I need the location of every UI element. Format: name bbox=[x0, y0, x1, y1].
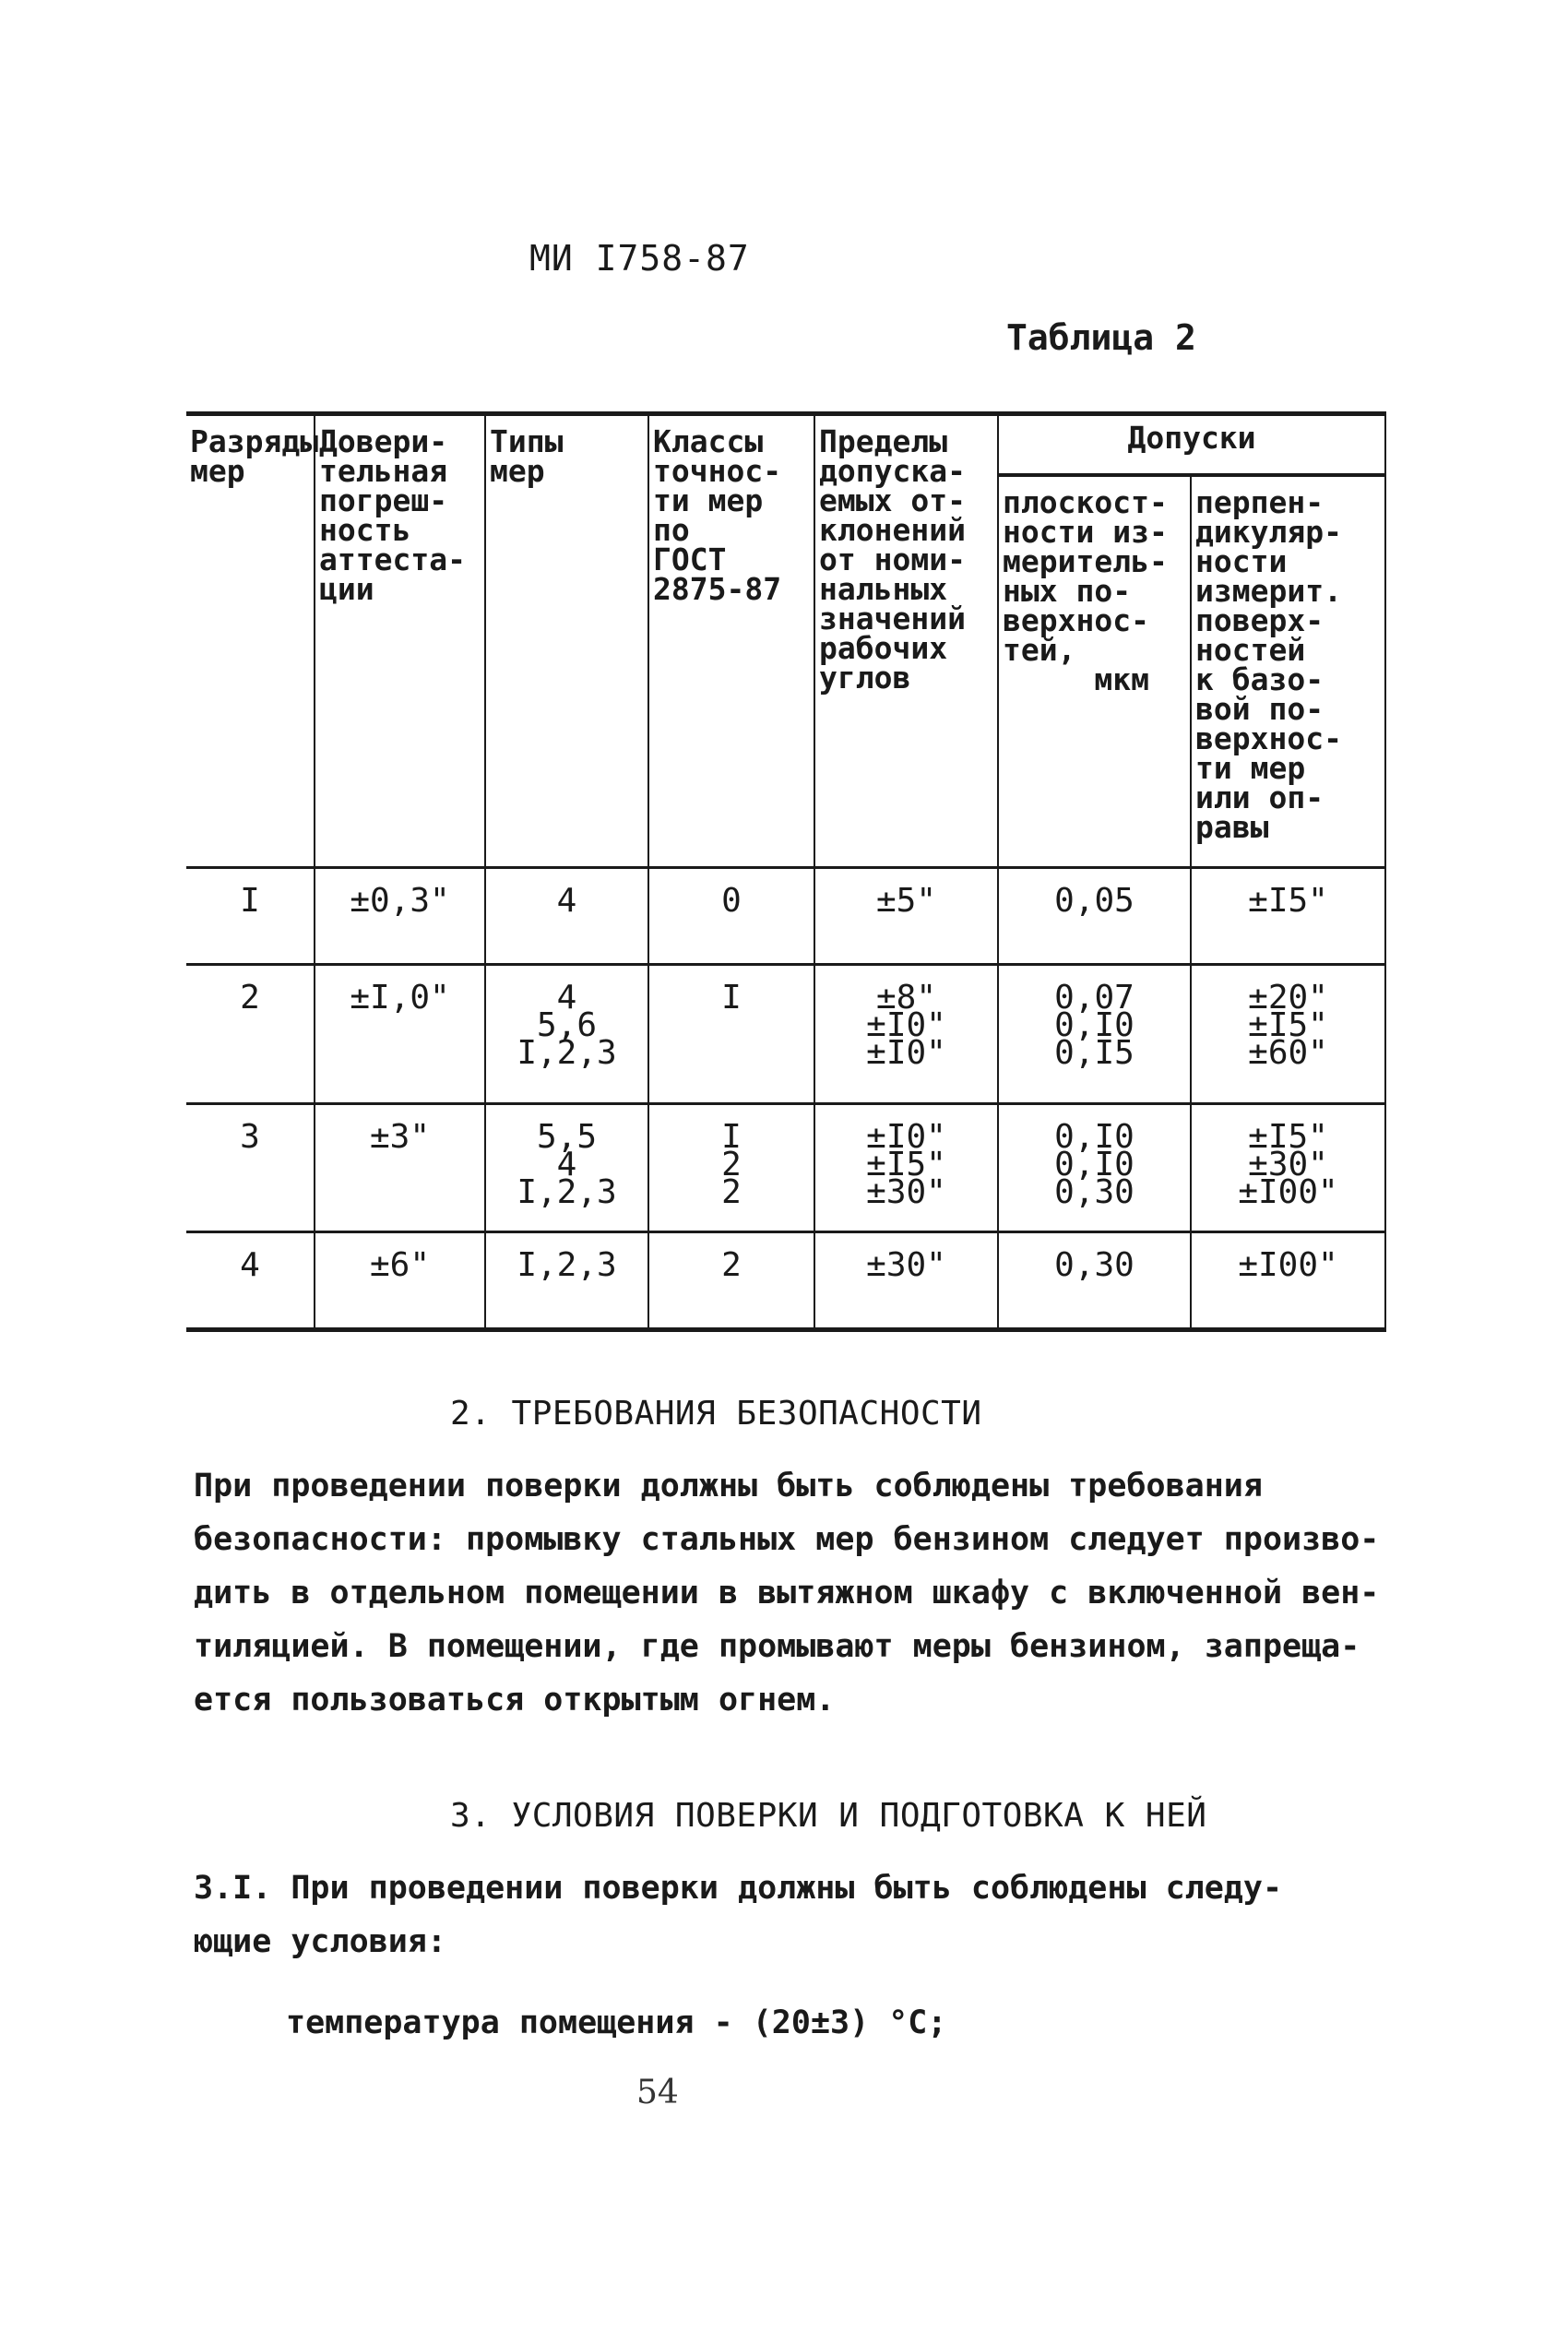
cell-grade: I bbox=[186, 868, 315, 965]
cell-error: ±I,0" bbox=[315, 965, 485, 1104]
section-3-paragraph: 3.I. При проведении поверки должны быть соблюдены следу- ющие условия: bbox=[194, 1870, 1283, 1960]
cell-perpendicularity: ±20" ±I5" ±60" bbox=[1191, 965, 1385, 1104]
cell-grade: 2 bbox=[186, 965, 315, 1104]
table-row bbox=[186, 1104, 1385, 1232]
cell-types: 4 bbox=[485, 868, 648, 965]
cell-flatness: 0,30 bbox=[998, 1232, 1191, 1330]
cell-deviation: ±8" ±I0" ±I0" bbox=[814, 965, 998, 1104]
cell-deviation: ±30" bbox=[814, 1232, 998, 1330]
header-types: Типы мер bbox=[485, 414, 648, 868]
cell-perpendicularity: ±I00" bbox=[1191, 1232, 1385, 1330]
cell-classes: 2 bbox=[648, 1232, 814, 1330]
header-tolerances: Допуски bbox=[998, 414, 1385, 476]
header-grades: Разряды мер bbox=[186, 414, 315, 868]
cell-types: I,2,3 bbox=[485, 1232, 648, 1330]
cell-classes: I bbox=[648, 965, 814, 1104]
header-attestation-error: Довери- тельная погреш- ность аттеста- ции bbox=[315, 414, 485, 868]
cell-deviation: ±5" bbox=[814, 868, 998, 965]
header-flatness: плоскост- ности из- меритель- ных по- верхнос- тей, мкм bbox=[998, 475, 1191, 868]
table-row bbox=[186, 868, 1385, 965]
section-3-title: 3. УСЛОВИЯ ПОВЕРКИ И ПОДГОТОВКА К НЕЙ bbox=[450, 1797, 1207, 1835]
section-2-title: 2. ТРЕБОВАНИЯ БЕЗОПАСНОСТИ bbox=[450, 1395, 982, 1433]
cell-types: 5,5 4 I,2,3 bbox=[485, 1104, 648, 1232]
cell-perpendicularity: ±I5" ±30" ±I00" bbox=[1191, 1104, 1385, 1232]
cell-perpendicularity: ±I5" bbox=[1191, 868, 1385, 965]
cell-flatness: 0,05 bbox=[998, 868, 1191, 965]
cell-error: ±6" bbox=[315, 1232, 485, 1330]
header-accuracy-classes: Классы точнос- ти мер по ГОСТ 2875-87 bbox=[648, 414, 814, 868]
cell-grade: 3 bbox=[186, 1104, 315, 1232]
cell-grade: 4 bbox=[186, 1232, 315, 1330]
table-row bbox=[186, 965, 1385, 1104]
cell-error: ±0,3" bbox=[315, 868, 485, 965]
cell-classes: I 2 2 bbox=[648, 1104, 814, 1232]
cell-error: ±3" bbox=[315, 1104, 485, 1232]
page-number: 54 bbox=[636, 2074, 679, 2111]
cell-flatness: 0,07 0,I0 0,I5 bbox=[998, 965, 1191, 1104]
document-code: МИ I758-87 bbox=[529, 238, 750, 279]
cell-classes: 0 bbox=[648, 868, 814, 965]
header-perpendicularity: перпен- дикуляр- ности измерит. поверх- ностей к базо- вой по- верхнос- ти мер или оп- равы bbox=[1191, 475, 1385, 868]
cell-flatness: 0,I0 0,I0 0,30 bbox=[998, 1104, 1191, 1232]
cell-deviation: ±I0" ±I5" ±30" bbox=[814, 1104, 998, 1232]
table-caption: Таблица 2 bbox=[1006, 317, 1196, 358]
header-deviation-limits: Пределы допуска- емых от- клонений от номи- нальных значений рабочих углов bbox=[814, 414, 998, 868]
table-row bbox=[186, 1232, 1385, 1330]
cell-types: 4 5,6 I,2,3 bbox=[485, 965, 648, 1104]
section-2-paragraph: При проведении поверки должны быть соблюдены требования безопасности: промывку стальных мер бензином следует произво- дить в отдельном помещении в вытяжном шкафу с включенной вен- тиляцией. В помещении, где промывают меры бензином, запреща- ется пользоваться открытым огнем. bbox=[194, 1468, 1380, 1719]
specification-table bbox=[186, 411, 1386, 1332]
condition-item-temperature: температура помещения - (20±3) °С; bbox=[286, 2004, 947, 2041]
